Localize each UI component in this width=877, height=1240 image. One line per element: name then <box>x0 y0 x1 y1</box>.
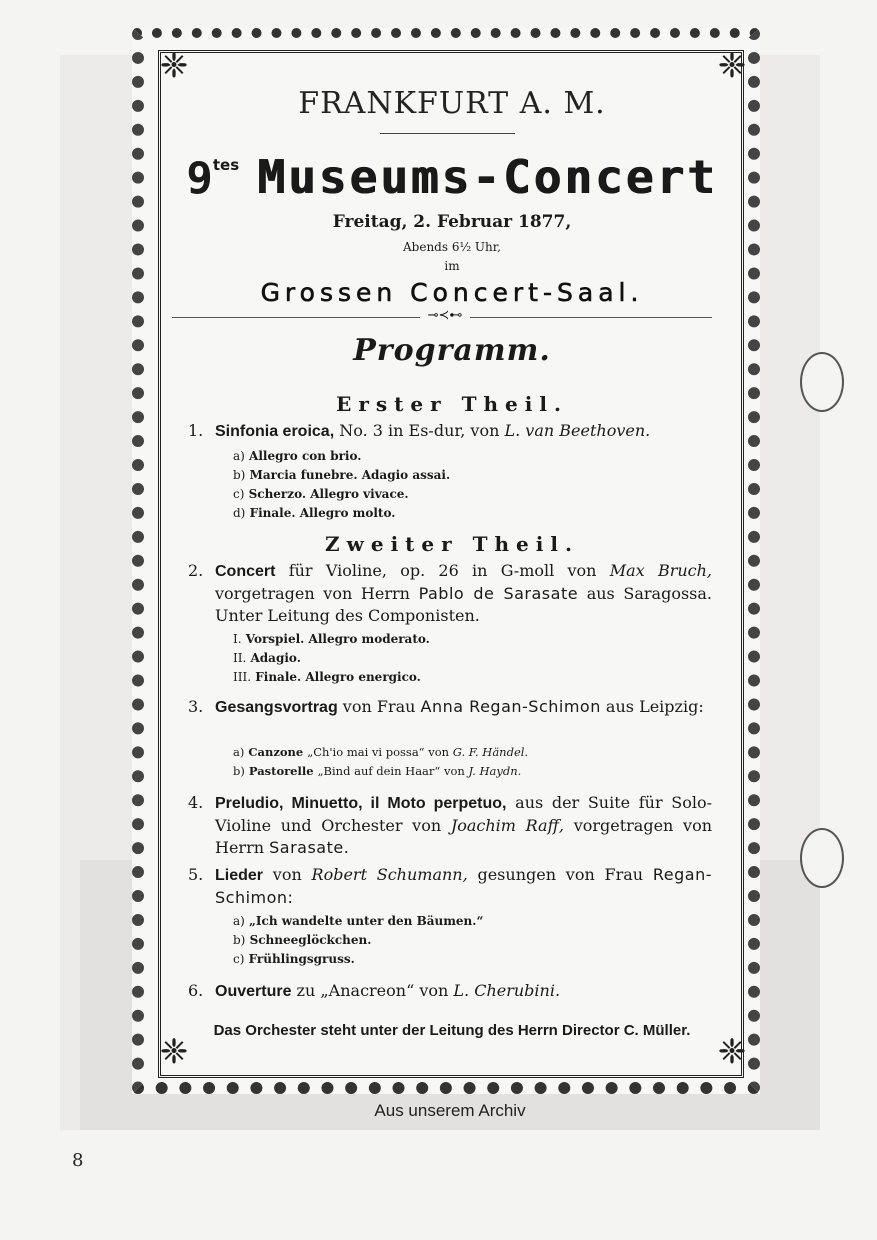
divider-ornament-icon: ⊸≺⊷ <box>420 308 470 324</box>
item-number: 3. <box>188 697 204 716</box>
program-item <box>188 420 712 443</box>
movement: b) Marcia funebre. Adagio assai. <box>233 468 451 482</box>
song: c) Frühlingsgruss. <box>233 952 355 966</box>
program-item: 5. Lieder von Robert Schumann, gesungen von Frau Regan-Schimon: <box>188 865 712 907</box>
concert-date: Freitag, 2. Februar 1877, <box>332 212 572 232</box>
page-number: 8 <box>72 1150 84 1171</box>
work-title: Sinfonia eroica, <box>215 423 335 440</box>
corner-ornament-icon: ❈ <box>159 46 189 86</box>
punch-hole-top <box>800 352 844 412</box>
part-heading: Zweiter Theil. <box>325 532 579 556</box>
movement: I. Vorspiel. Allegro moderato. <box>233 632 430 646</box>
corner-ornament-icon: ❈ <box>717 46 747 86</box>
song: a) Canzone „Ch'io mai vi possa“ von G. F. Händel. <box>233 745 529 759</box>
movement-list <box>233 447 450 523</box>
performer: Sarasate. <box>269 838 350 857</box>
venue-preposition: im <box>444 259 460 273</box>
work-title: Lieder <box>215 867 264 884</box>
song: a) „Ich wandelte unter den Bäumen.“ <box>233 914 484 928</box>
program-item: 3. Gesangsvortrag von Frau Anna Regan-Schimon aus Leipzig: <box>188 697 704 716</box>
performer: Regan-Schimon: <box>215 865 712 907</box>
composer: Max Bruch, <box>609 561 713 580</box>
venue-name: Grossen Concert-Saal. <box>260 278 644 307</box>
movement: c) Scherzo. Allegro vivace. <box>233 487 409 501</box>
song-list <box>233 743 528 781</box>
punch-hole-bottom <box>800 828 844 888</box>
performer: Anna Regan-Schimon <box>420 697 601 716</box>
corner-ornament-icon: ❈ <box>717 1032 747 1072</box>
program-item: 2. Concert für Violine, op. 26 in G-moll von Max Bruch, vorgetragen von Herrn Pablo de Sarasate aus Saragossa. Unter Leitung des Componisten. <box>188 561 713 625</box>
item-number: 6. <box>188 981 204 1000</box>
composer: L. van Beethoven. <box>504 421 651 440</box>
item-number: 4. <box>188 793 204 812</box>
performer: Pablo de Sarasate <box>418 584 579 603</box>
program-item: 4. Preludio, Minuetto, il Moto perpetuo, aus der Suite für Solo-Violine und Orchester von Joachim Raff, vorgetragen von Herrn Sarasate. <box>188 793 713 857</box>
movement-list <box>233 630 430 687</box>
program-title: Programm. <box>353 333 551 368</box>
concert-number-suffix: tes <box>212 156 240 174</box>
item-text: No. 3 in Es-dur, von <box>334 421 505 440</box>
composer: L. Cherubini. <box>453 981 561 1000</box>
program-item: 6. Ouverture zu „Anacreon“ von L. Cherubini. <box>188 981 561 1000</box>
conductor-note: Das Orchester steht unter der Leitung des Herrn Director C. Müller. <box>213 1022 691 1039</box>
item-number: 5. <box>188 865 204 884</box>
song: b) Schneeglöckchen. <box>233 933 372 947</box>
movement: d) Finale. Allegro molto. <box>233 506 396 520</box>
composer: Joachim Raff, <box>450 816 565 835</box>
item-number: 1. <box>188 421 204 440</box>
city-heading: FRANKFURT A. M. <box>298 86 606 121</box>
work-title: Ouverture <box>215 983 292 1000</box>
work-title: Gesangsvortrag <box>215 699 338 716</box>
movement: a) Allegro con brio. <box>233 449 362 463</box>
concert-title <box>160 150 744 204</box>
concert-number: 9 <box>186 153 213 204</box>
short-rule <box>380 133 515 134</box>
work-title: Preludio, Minuetto, il Moto perpetuo, <box>215 795 507 812</box>
archive-caption: Aus unserem Archiv <box>374 1101 526 1120</box>
corner-ornament-icon: ❈ <box>159 1032 189 1072</box>
movement: II. Adagio. <box>233 651 301 665</box>
work-title: Concert <box>215 563 276 580</box>
concert-name: Museums-Concert <box>257 150 718 204</box>
item-number: 2. <box>188 561 204 580</box>
composer: Robert Schumann, <box>311 865 468 884</box>
part-heading: Erster Theil. <box>336 392 568 416</box>
movement: III. Finale. Allegro energico. <box>233 670 421 684</box>
concert-time: Abends 6½ Uhr, <box>403 240 501 254</box>
song: b) Pastorelle „Bind auf dein Haar“ von J. Haydn. <box>233 764 522 778</box>
song-list <box>233 912 483 969</box>
